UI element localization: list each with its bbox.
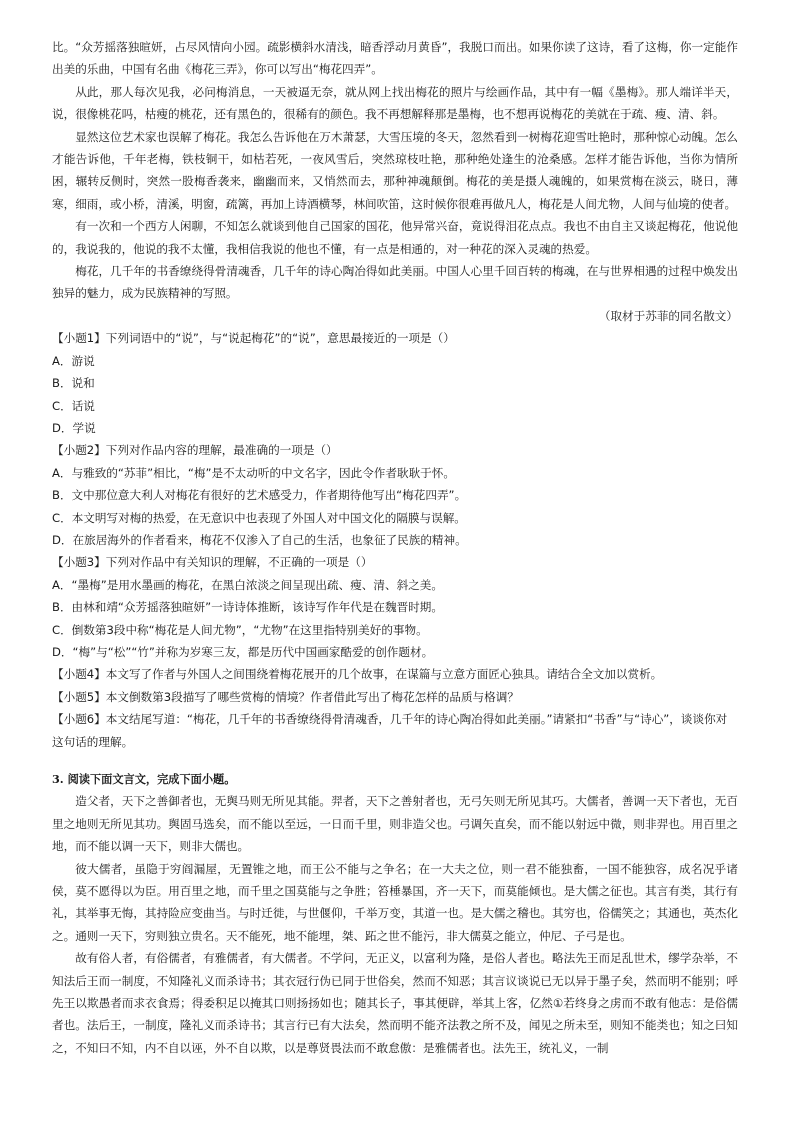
question-2-stem: 【小题2】下列对作品内容的理解，最准确的一项是（） bbox=[52, 443, 338, 458]
classical-paragraph-2: 彼大儒者，虽隐于穷阎漏屋，无置锥之地，而王公不能与之争名；在一大夫之位，则一君不能独畜，一国不能独容，成名况乎诸侯，莫不愿得以为臣。用百里之地，而千里之国莫能与之争胜；笞棰暴国，齐一天下，而莫能倾也。是大儒之征也。其言有类，其行有礼，其举事无悔，其持险应变曲当。与时迁徙，与世偃仰，千举万变，其道一也。是大儒之稽也。其穷也，俗儒笑之；其通也，英杰化之。通则一天下，穷则独立贵名。天不能死，地不能埋，桀、跖之世不能污，非大儒莫之能立，仲尼、子弓是也。 bbox=[52, 861, 738, 943]
question-2-option-d: D．在旅居海外的作者看来，梅花不仅渗入了自己的生活，也象征了民族的精神。 bbox=[52, 532, 467, 547]
passage-paragraph-1: 比。“众芳摇落独暄妍，占尽风情向小园。疏影横斜水清浅，暗香浮动月黄昏”，我脱口而出。如果你读了这诗，看了这梅，你一定能作出美的乐曲，中国有名曲《梅花三弄》，你可以写出“梅花四弄”。 bbox=[52, 40, 738, 77]
question-5-stem: 【小题5】本文倒数第3段描写了哪些赏梅的情境？作者借此写出了梅花怎样的品质与格调？ bbox=[52, 689, 519, 704]
question-1-stem: 【小题1】下列词语中的“说”，与“说起梅花”的“说”，意思最接近的一项是（） bbox=[52, 331, 455, 346]
passage-paragraph-3: 显然这位艺术家也误解了梅花。我怎么告诉他在万木萧瑟，大雪压境的冬天，忽然看到一树梅花迎雪吐艳时，那种惊心动魄。怎么才能告诉他，千年老梅，铁枝铜干，如枯若死，一夜风雪后，突然琼枝吐艳，那种绝处逢生的沧桑感。怎样才能告诉他，当你为情所困，辗转反侧时，突然一股梅香袭来，幽幽而来，又悄然而去，那种神魂颠倒。梅花的美是摄人魂魄的，如果赏梅在淡云，晓日，薄寒，细雨，或小桥，清溪，明窗，疏篱，再加上诗酒横琴，林间吹笛，这时候你很难再做凡人，梅花是人间尤物，人间与仙境的使者。 bbox=[52, 129, 738, 211]
question-4-stem: 【小题4】本文写了作者与外国人之间围绕着梅花展开的几个故事，在谋篇与立意方面匠心独具。请结合全文加以赏析。 bbox=[52, 667, 663, 682]
question-2-option-c: C．本文明写对梅的热爱，在无意识中也表现了外国人对中国文化的隔膜与误解。 bbox=[52, 510, 466, 525]
question-2-option-b: B．文中那位意大利人对梅花有很好的艺术感受力，作者期待他写出“梅花四弄”。 bbox=[52, 488, 467, 503]
question-3-option-c: C．倒数第3段中称“梅花是人间尤物”，“尤物”在这里指特别美好的事物。 bbox=[52, 622, 428, 637]
section-3-heading: 3. 阅读下面文言文，完成下面小题。 bbox=[52, 772, 236, 786]
question-2-option-a: A．与雅致的“苏菲”相比，“梅”是不太动听的中文名字，因此令作者耿耿于怀。 bbox=[52, 465, 455, 480]
question-3-option-a: A．“墨梅”是用水墨画的梅花，在黑白浓淡之间呈现出疏、瘦、清、斜之美。 bbox=[52, 577, 443, 592]
question-6-stem: 【小题6】本文结尾写道：“梅花，几千年的书香缭绕得骨清魂香，几千年的诗心陶冶得如此美丽。”请紧扣“书香”与“诗心”，谈谈你对这句话的理解。 bbox=[52, 712, 728, 749]
passage-paragraph-2: 从此，那人每次见我，必问梅消息，一天被逼无奈，就从网上找出梅花的照片与绘画作品，其中有一幅《墨梅》。那人端详半天，说，很像桃花吗，枯瘦的桃花，还有黑色的，很稀有的颜色。我不再想解释那是墨梅，也不想再说梅花的美就在于疏、瘦、清、斜。 bbox=[52, 84, 738, 122]
classical-paragraph-1: 造父者，天下之善御者也，无舆马则无所见其能。羿者，天下之善射者也，无弓矢则无所见其巧。大儒者，善调一天下者也，无百里之地则无所见其功。舆固马选矣，而不能以至远，一日而千里，则非造父也。弓调矢直矣，而不能以射远中微，则非羿也。用百里之地，而不能以调一天下，则非大儒也。 bbox=[52, 794, 738, 854]
section-3 bbox=[52, 768, 738, 1059]
question-3-option-b: B．由林和靖“众芳摇落独暄妍”一诗诗体推断，该诗写作年代是在魏晋时期。 bbox=[52, 600, 443, 615]
question-1-option-b: B．说和 bbox=[52, 376, 95, 391]
question-list bbox=[52, 327, 738, 753]
passage-source: （取材于苏菲的同名散文） bbox=[598, 308, 738, 323]
passage bbox=[52, 36, 738, 327]
question-3-stem: 【小题3】下列对作品中有关知识的理解，不正确的一项是（） bbox=[52, 555, 373, 570]
question-1-option-d: D．学说 bbox=[52, 420, 96, 435]
question-1-option-c: C．话说 bbox=[52, 398, 95, 413]
question-1-option-a: A．游说 bbox=[52, 353, 95, 368]
passage-paragraph-5: 梅花，几千年的书香缭绕得骨清魂香，几千年的诗心陶冶得如此美丽。中国人心里千回百转的梅魂，在与世界相遇的过程中焕发出独异的魅力，成为民族精神的写照。 bbox=[52, 264, 738, 301]
passage-paragraph-4: 有一次和一个西方人闲聊，不知怎么就谈到他自己国家的国花，他异常兴奋，竟说得泪花点点。我也不由自主又谈起梅花，他说他的，我说我的，他说的我不太懂，我相信我说的他也不懂，有一点是相通的，对一种花的深入灵魂的热爱。 bbox=[52, 219, 738, 256]
question-3-option-d: D．“梅”与“松”“竹”并称为岁寒三友，都是历代中国画家酷爱的创作题材。 bbox=[52, 644, 434, 659]
classical-paragraph-3: 故有俗人者，有俗儒者，有雅儒者，有大儒者。不学问，无正义，以富利为隆，是俗人者也。略法先王而足乱世术，缪学杂举，不知法后王而一制度，不知隆礼义而杀诗书；其衣冠行伪已同于世俗矣，然而不知恶；其言议谈说已无以异于墨子矣，然而明不能别；呼先王以欺愚者而求衣食焉；得委积足以掩其口则扬扬如也；随其长子，事其便辟，举其上客，亿然①若终身之虏而不敢有他志：是俗儒者也。法后王，一制度，隆礼义而杀诗书；其言行已有大法矣，然而明不能齐法教之所不及，闻见之所未至，则知不能类也；知之曰知之，不知曰不知，内不自以诬，外不自以欺，以是尊贤畏法而不敢怠傲：是雅儒者也。法先王，统礼义，一制 bbox=[52, 951, 738, 1055]
